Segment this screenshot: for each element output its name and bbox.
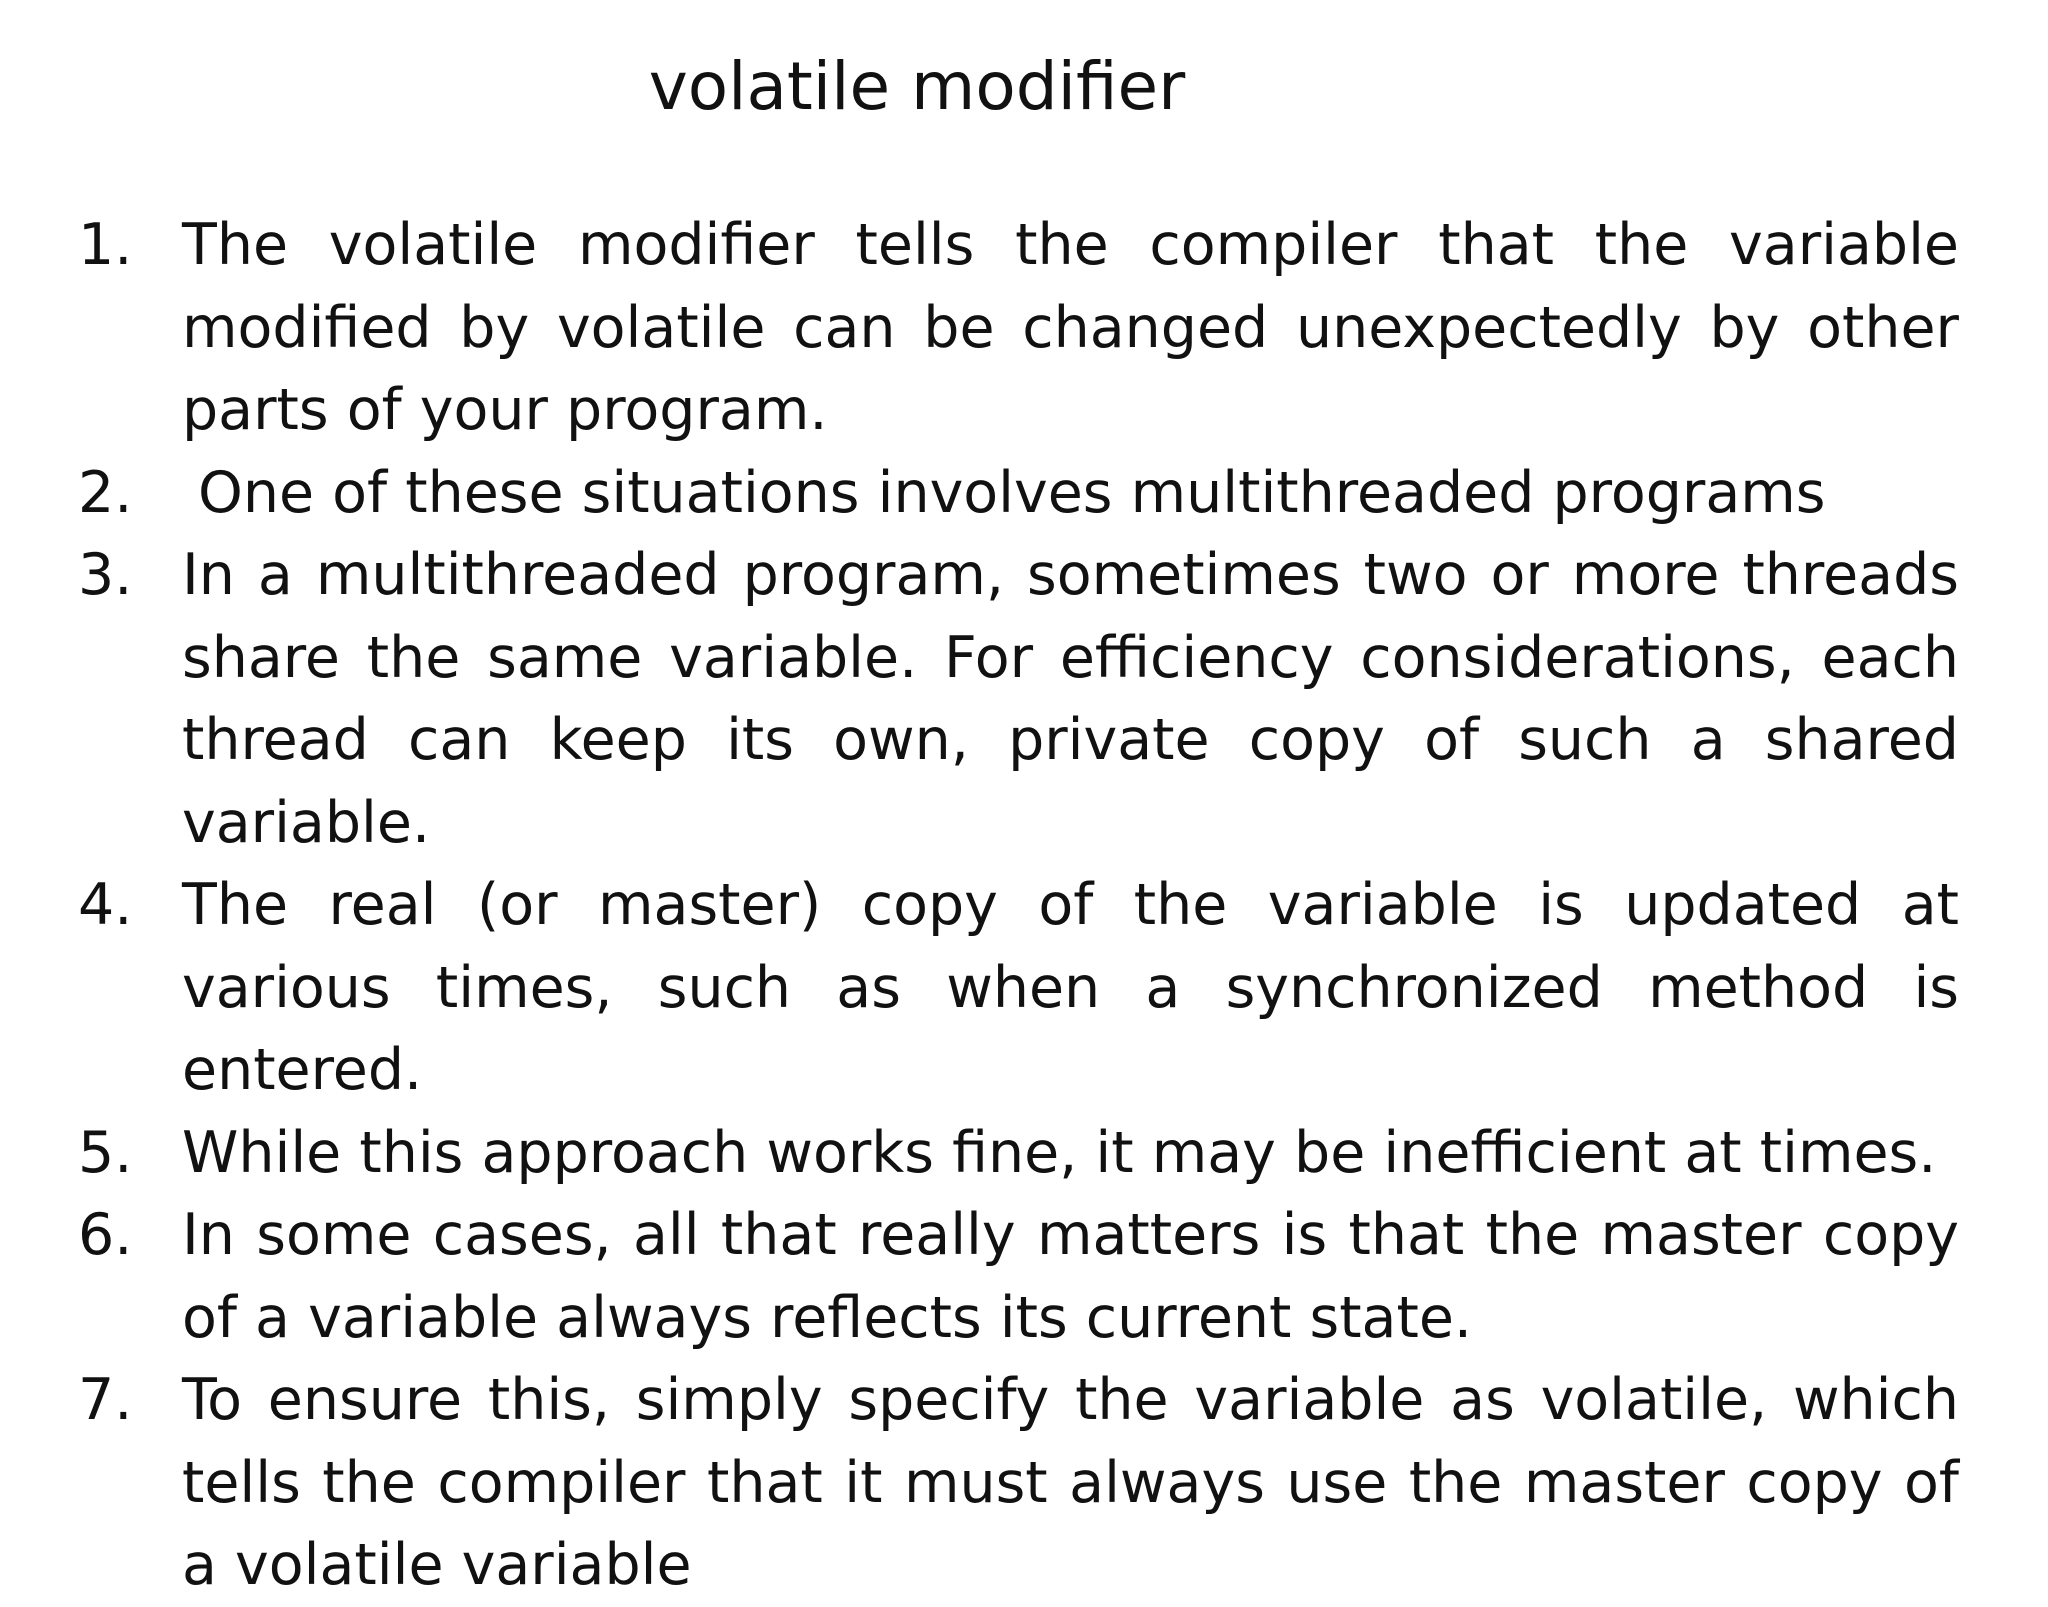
list-item <box>78 534 1959 864</box>
list-item <box>78 1359 1959 1607</box>
list-item-text: In some cases, all that really matters is that the master copy of a variable always reflects its current state. <box>182 1202 1959 1351</box>
numbered-list <box>78 204 1959 1607</box>
list-item-text: The volatile modifier tells the compiler that the variable modified by volatile can be changed unexpectedly by other parts of your program. <box>182 212 1959 443</box>
list-item <box>78 452 1959 535</box>
list-item <box>78 204 1959 452</box>
slide-title: volatile modifier <box>648 48 1186 125</box>
list-item <box>78 864 1959 1112</box>
list-item-number: 3. <box>78 542 133 608</box>
list-item-number: 5. <box>78 1119 133 1186</box>
list-item-text: One of these situations involves multithreaded programs <box>198 459 1826 526</box>
list-item-text: The real (or master) copy of the variable is updated at various times, such as when a synchronized method is entered. <box>182 872 1959 1103</box>
list-item-text: To ensure this, simply specify the variable as volatile, which tells the compiler that it must always use the master copy of a volatile variable <box>182 1367 1959 1598</box>
list-item-text: In a multithreaded program, sometimes two or more threads share the same variable. For efficiency considerations, each thread can keep its own, private copy of such a shared variable. <box>182 542 1959 856</box>
list-item-number: 7. <box>78 1367 133 1433</box>
list-item <box>78 1112 1959 1195</box>
list-item-number: 6. <box>78 1202 133 1268</box>
list-item-number: 4. <box>78 872 133 938</box>
list-item-number: 2. <box>78 459 133 526</box>
list-item <box>78 1194 1959 1359</box>
list-item-text: While this approach works fine, it may be inefficient at times. <box>182 1119 1937 1186</box>
list-item-number: 1. <box>78 212 133 278</box>
